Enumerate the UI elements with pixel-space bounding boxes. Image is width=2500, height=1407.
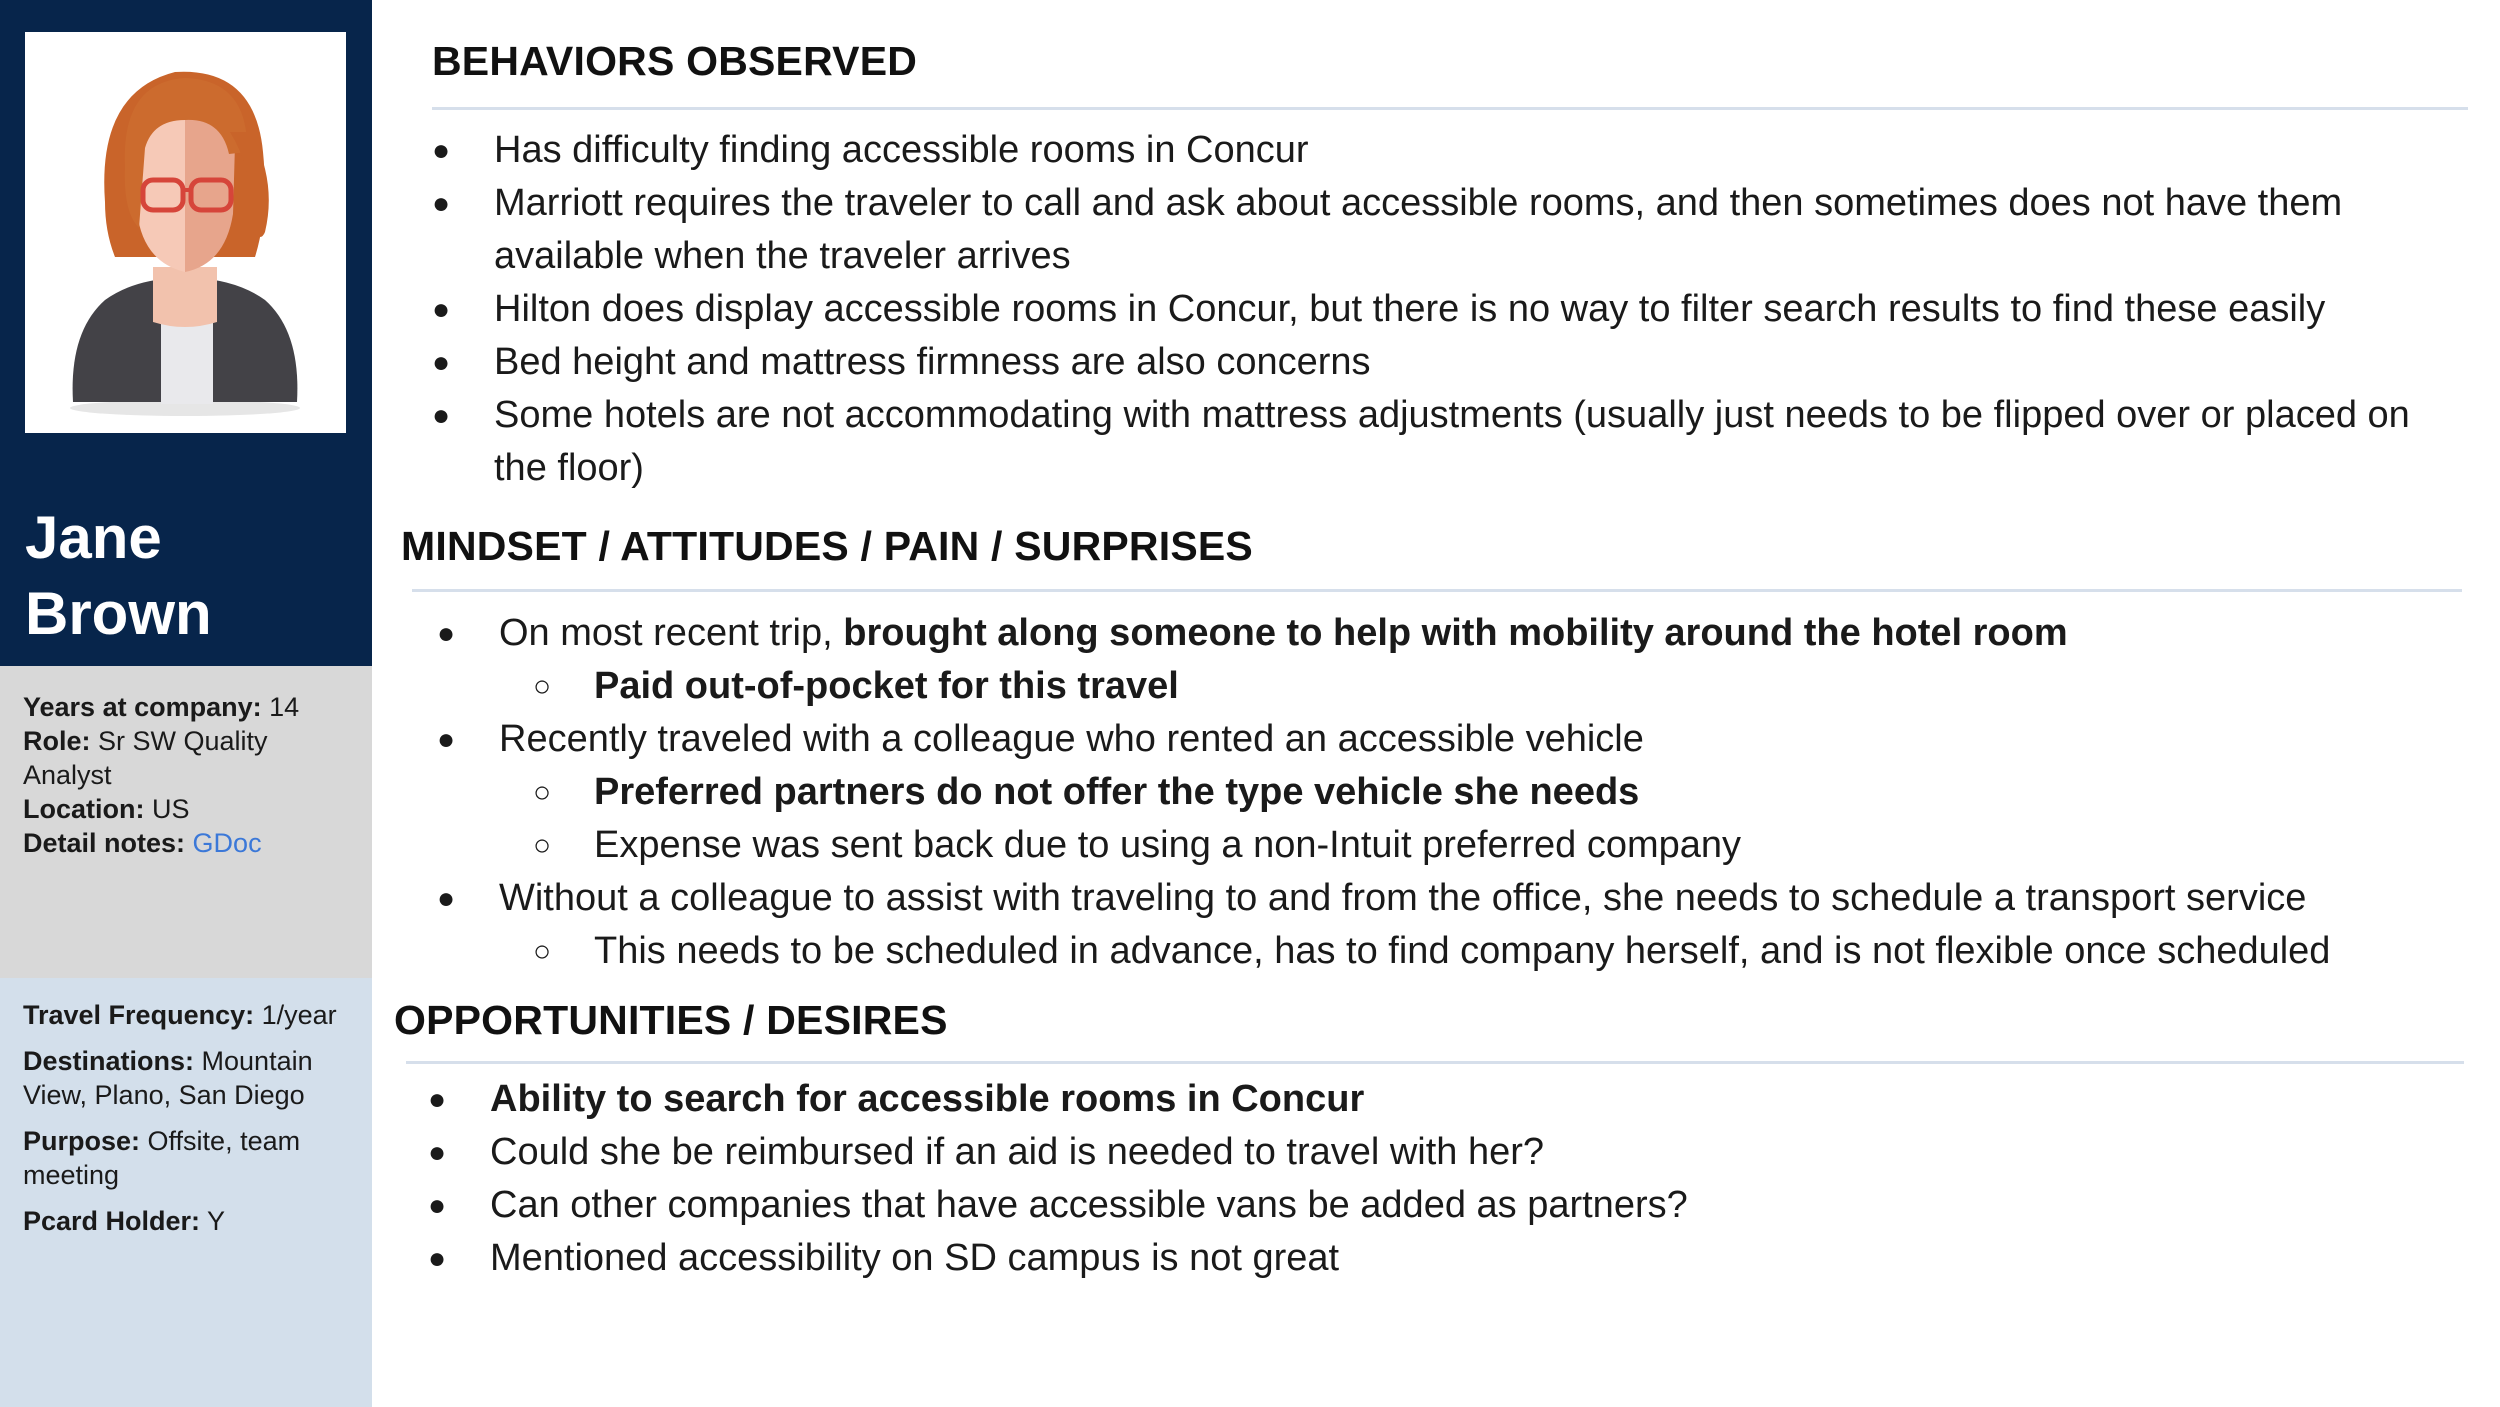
travel-frequency-value: 1/year bbox=[254, 1000, 337, 1030]
list-item bbox=[428, 1073, 2468, 1126]
mindset-item1-text: On most recent trip, bbox=[499, 612, 844, 654]
location-label: Location: bbox=[23, 794, 145, 824]
list-item: ● Without a colleague to assist with traveling to and from the office, she needs to schedule a transport service bbox=[437, 872, 2477, 925]
role-label: Role: bbox=[23, 726, 91, 756]
first-name: Jane bbox=[25, 504, 162, 571]
notes-label: Detail notes: bbox=[23, 828, 186, 858]
opportunities-divider bbox=[406, 1061, 2464, 1064]
list-item: ● Some hotels are not accommodating with mattress adjustments (usually just needs to be flipped over or placed on the floor) bbox=[432, 389, 2472, 495]
behaviors-title: BEHAVIORS OBSERVED bbox=[432, 38, 918, 84]
list-item: ● Has difficulty finding accessible rooms in Concur bbox=[432, 124, 2472, 177]
mindset-item1-bold: brought along someone to help with mobility around the hotel room bbox=[843, 612, 2068, 654]
mindset-item1-sub1: Paid out-of-pocket for this travel bbox=[594, 665, 1179, 707]
location bbox=[23, 792, 343, 826]
opportunities-list bbox=[428, 1073, 2468, 1285]
behaviors-list bbox=[432, 124, 2472, 495]
avatar bbox=[25, 32, 346, 433]
opportunities-section bbox=[394, 997, 948, 1044]
list-item: ● Marriott requires the traveler to call and ask about accessible rooms, and then sometimes does not have them available when the traveler arrives bbox=[432, 177, 2472, 283]
list-subitem: ○ This needs to be scheduled in advance, has to find company herself, and is not flexible once scheduled bbox=[437, 925, 2477, 978]
mindset-section bbox=[401, 523, 1253, 570]
opportunities-title: OPPORTUNITIES / DESIRES bbox=[394, 997, 948, 1043]
pcard-label: Pcard Holder: bbox=[23, 1206, 201, 1236]
years-value: 14 bbox=[261, 692, 300, 722]
purpose-label: Purpose: bbox=[23, 1126, 141, 1156]
list-subitem bbox=[437, 766, 2477, 819]
list-item: ● Mentioned accessibility on SD campus is not great bbox=[428, 1232, 2468, 1285]
persona-header bbox=[0, 0, 372, 666]
list-item: ● Recently traveled with a colleague who rented an accessible vehicle bbox=[437, 713, 2477, 766]
years-label: Years at company: bbox=[23, 692, 262, 722]
list-item: ● Could she be reimbursed if an aid is needed to travel with her? bbox=[428, 1126, 2468, 1179]
role-value: Sr SW Quality Analyst bbox=[23, 726, 268, 790]
destinations-label: Destinations: bbox=[23, 1046, 195, 1076]
travel-details bbox=[0, 978, 372, 1407]
detail-notes bbox=[23, 826, 343, 860]
pcard-holder bbox=[23, 1204, 343, 1238]
destinations bbox=[23, 1044, 343, 1112]
persona-sidebar bbox=[0, 0, 372, 1407]
years-at-company bbox=[23, 690, 343, 724]
location-value: US bbox=[144, 794, 190, 824]
list-item: ● Bed height and mattress firmness are also concerns bbox=[432, 336, 2472, 389]
mindset-title: MINDSET / ATTITUDES / PAIN / SURPRISES bbox=[401, 523, 1253, 569]
list-item: ● Can other companies that have accessible vans be added as partners? bbox=[428, 1179, 2468, 1232]
gdoc-link[interactable]: GDoc bbox=[192, 828, 262, 858]
travel-frequency bbox=[23, 998, 343, 1032]
destinations-value: Mountain View, Plano, San Diego bbox=[23, 1046, 313, 1110]
mindset-divider bbox=[412, 589, 2462, 592]
mindset-list bbox=[437, 607, 2477, 978]
persona-name bbox=[25, 500, 212, 652]
purpose bbox=[23, 1124, 343, 1192]
list-item bbox=[437, 607, 2477, 660]
behaviors-divider bbox=[432, 107, 2468, 110]
mindset-item2-sub1: Preferred partners do not offer the type vehicle she needs bbox=[594, 771, 1640, 813]
persona-illustration-icon bbox=[25, 32, 346, 433]
travel-frequency-label: Travel Frequency: bbox=[23, 1000, 255, 1030]
pcard-value: Y bbox=[200, 1206, 226, 1236]
list-subitem bbox=[437, 660, 2477, 713]
list-item: ● Hilton does display accessible rooms in Concur, but there is no way to filter search results to find these easily bbox=[432, 283, 2472, 336]
role bbox=[23, 724, 343, 792]
profile-details bbox=[0, 666, 372, 978]
purpose-value: Offsite, team meeting bbox=[23, 1126, 301, 1190]
behaviors-section bbox=[432, 38, 917, 85]
list-subitem: ○ Expense was sent back due to using a non-Intuit preferred company bbox=[437, 819, 2477, 872]
last-name: Brown bbox=[25, 580, 212, 647]
opportunity-item1: Ability to search for accessible rooms in Concur bbox=[490, 1078, 1365, 1120]
